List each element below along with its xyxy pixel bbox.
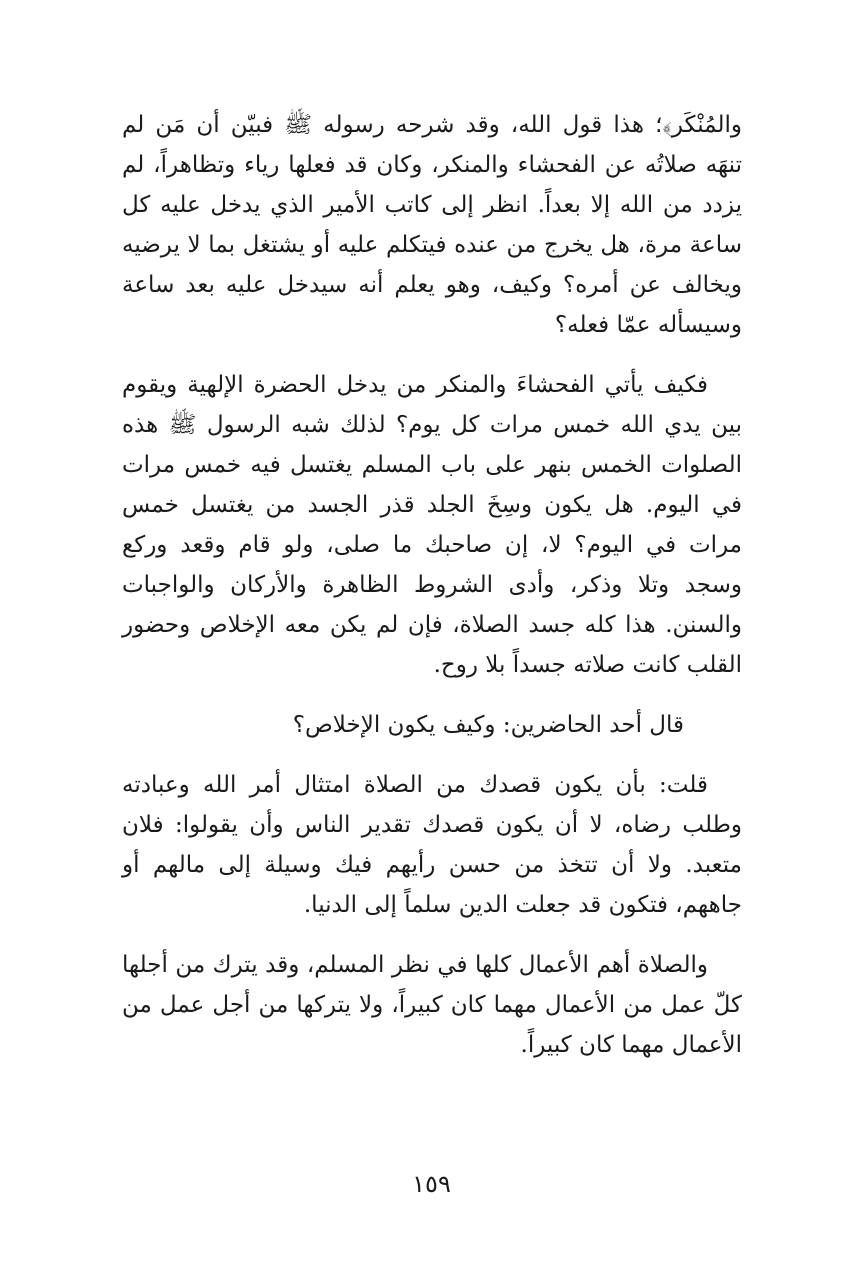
- paragraph-2: فكيف يأتي الفحشاءَ والمنكر من يدخل الحضرة الإلهية ويقوم بين يدي الله خمس مرات كل يوم؟ لذلك شبه الرسول ﷺ هذه الصلوات الخمس بنهر على باب المسلم يغتسل فيه خمس مرات في اليوم. هل يكون وسِخَ الجلد قذر الجسد من يغتسل خمس مرات في اليوم؟ لا، إن صاحبك ما صلى، ولو قام وقعد وركع وسجد وتلا وذكر، وأدى الشروط الظاهرة والأركان والواجبات والسنن. هذا كله جسد الصلاة، فإن لم يكن معه الإخلاص وحضور القلب كانت صلاته جسداً بلا روح.: [122, 372, 742, 678]
- body-text: [122, 105, 742, 1085]
- paragraph-1: والمُنْكَر﴾؛ هذا قول الله، وقد شرحه رسوله ﷺ فبيّن أن مَن لم تنهَه صلاتُه عن الفحشاء والمنكر، وكان قد فعلها رياء وتظاهراً، لم يزدد من الله إلا بعداً. انظر إلى كاتب الأمير الذي يدخل عليه كل ساعة مرة، هل يخرج من عنده فيتكلم عليه أو يشتغل بما لا يرضيه ويخالف عن أمره؟ وكيف، وهو يعلم أنه سيدخل عليه بعد ساعة وسيسأله عمّا فعله؟: [122, 112, 742, 338]
- paragraph-5: والصلاة أهم الأعمال كلها في نظر المسلم، وقد يترك من أجلها كلّ عمل من الأعمال مهما كان كبيراً، ولا يتركها من أجل عمل من الأعمال مهما كان كبيراً.: [122, 952, 742, 1058]
- page-number: ١٥٩: [412, 1170, 451, 1198]
- paragraph-4: قلت: بأن يكون قصدك من الصلاة امتثال أمر الله وعبادته وطلب رضاه، لا أن يكون قصدك تقدير الناس وأن يقولوا: فلان متعبد. ولا أن تتخذ من حسن رأيهم فيك وسيلة إلى مالهم أو جاههم، فتكون قد جعلت الدين سلماً إلى الدنيا.: [122, 772, 742, 918]
- paragraph-3: قال أحد الحاضرين: وكيف يكون الإخلاص؟: [292, 712, 684, 738]
